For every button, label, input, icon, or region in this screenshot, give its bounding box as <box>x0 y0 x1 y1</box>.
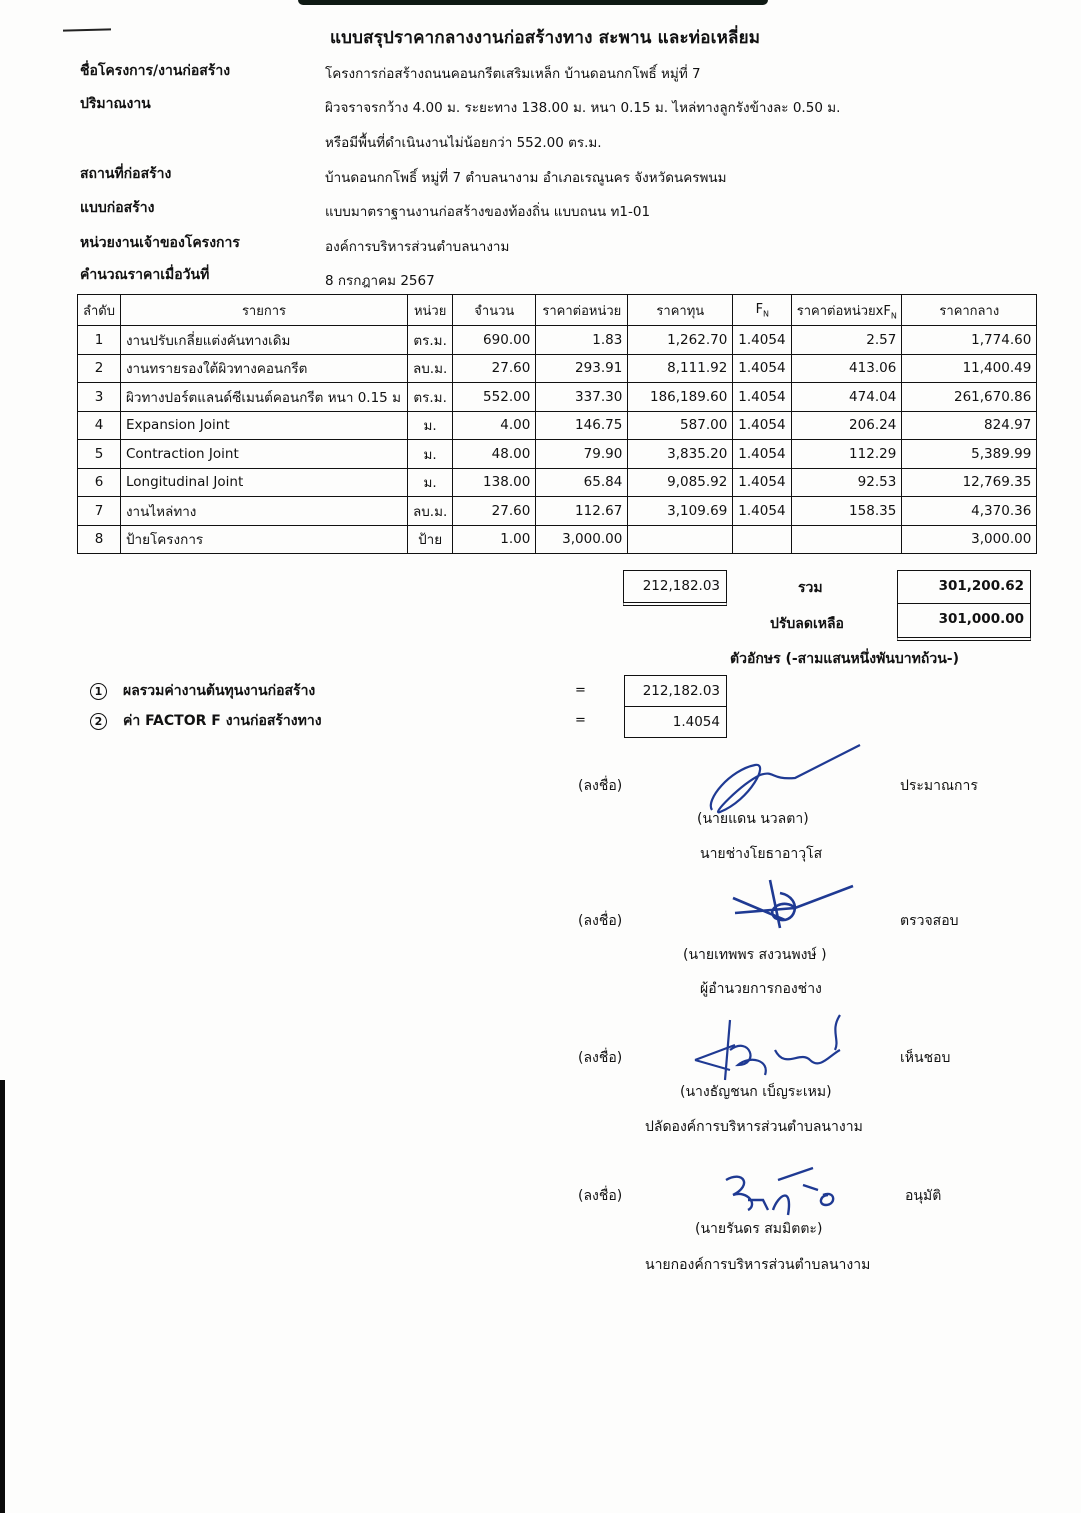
cell-item: ป้ายโครงการ <box>120 525 407 554</box>
pen-mark <box>63 28 111 31</box>
role-1: ประมาณการ <box>900 778 978 794</box>
cell-qty: 4.00 <box>453 411 536 440</box>
cell-qty: 690.00 <box>453 326 536 355</box>
cell-unit-price: 3,000.00 <box>536 525 628 554</box>
cell-fn: 1.4054 <box>733 354 792 383</box>
table-row <box>78 497 1037 526</box>
cell-unit-price: 337.30 <box>536 383 628 412</box>
cell-unit-price-fn <box>792 525 902 554</box>
cell-no: 8 <box>78 525 121 554</box>
cell-unit: ตร.ม. <box>407 326 452 355</box>
cell-cost: 3,835.20 <box>628 440 733 469</box>
cell-item: งานไหล่ทาง <box>120 497 407 526</box>
cell-mid-price: 5,389.99 <box>902 440 1037 469</box>
cell-cost: 1,262.70 <box>628 326 733 355</box>
sign-label-2: (ลงชื่อ) <box>578 913 623 929</box>
cost-total-box: 212,182.03 <box>623 570 727 606</box>
table-row <box>78 525 1037 554</box>
summary-line-1 <box>90 680 315 702</box>
cell-fn: 1.4054 <box>733 497 792 526</box>
signer-position-1: นายช่างโยธาอาวุโส <box>700 846 823 862</box>
cell-cost: 8,111.92 <box>628 354 733 383</box>
cell-mid-price: 3,000.00 <box>902 525 1037 554</box>
field-value-owner: องค์การบริหารส่วนตำบลนางาม <box>325 239 510 255</box>
sum-label: รวม <box>798 580 823 596</box>
cell-no: 6 <box>78 468 121 497</box>
cell-fn: 1.4054 <box>733 440 792 469</box>
col-header-cost: ราคาทุน <box>628 295 733 326</box>
cell-unit-price-fn: 2.57 <box>792 326 902 355</box>
col-header-unit-price-fn: ราคาต่อหน่วย$xF_N$ <box>792 295 902 326</box>
signer-name-2: (นายเทพพร สงวนพงษ์ ) <box>683 947 827 963</box>
field-value-quantity: ผิวจราจรกว้าง 4.00 ม. ระยะทาง 138.00 ม. หนา 0.15 ม. ไหล่ทางลูกรังข้างละ 0.50 ม. <box>325 100 841 116</box>
field-value-design: แบบมาตราฐานงานก่อสร้างของท้องถิ่น แบบถนน ท1-01 <box>325 204 651 220</box>
cell-fn: 1.4054 <box>733 468 792 497</box>
cell-qty: 48.00 <box>453 440 536 469</box>
cell-cost: 9,085.92 <box>628 468 733 497</box>
signer-position-4: นายกองค์การบริหารส่วนตำบลนางาม <box>645 1257 871 1273</box>
scan-top-edge <box>298 0 768 5</box>
field-label-location: สถานที่ก่อสร้าง <box>80 166 172 182</box>
summary-label-2: ค่า FACTOR F งานก่อสร้างทาง <box>123 713 322 729</box>
cell-unit: ม. <box>407 468 452 497</box>
cell-qty: 552.00 <box>453 383 536 412</box>
cell-mid-price: 824.97 <box>902 411 1037 440</box>
cell-unit-price: 79.90 <box>536 440 628 469</box>
col-header-item: รายการ <box>120 295 407 326</box>
field-value-quantity-area: หรือมีพื้นที่ดำเนินงานไม่น้อยกว่า 552.00 ตร.ม. <box>325 135 602 151</box>
cell-cost: 3,109.69 <box>628 497 733 526</box>
sum-value-box: 301,200.62 <box>897 570 1031 604</box>
cell-no: 4 <box>78 411 121 440</box>
cell-unit: ม. <box>407 440 452 469</box>
table-row <box>78 440 1037 469</box>
sign-label-3: (ลงชื่อ) <box>578 1050 623 1066</box>
summary-eq-2: = <box>575 713 586 728</box>
col-header-unit: หน่วย <box>407 295 452 326</box>
cell-unit: ลบ.ม. <box>407 354 452 383</box>
cell-unit-price: 112.67 <box>536 497 628 526</box>
cell-unit: ป้าย <box>407 525 452 554</box>
cell-mid-price: 4,370.36 <box>902 497 1037 526</box>
role-2: ตรวจสอบ <box>900 913 959 929</box>
signer-position-3: ปลัดองค์การบริหารส่วนตำบลนางาม <box>645 1119 863 1135</box>
table-row <box>78 468 1037 497</box>
table-row <box>78 411 1037 440</box>
document-title: แบบสรุปราคากลางงานก่อสร้างทาง สะพาน และท่อเหลี่ยม <box>330 28 761 48</box>
cell-mid-price: 11,400.49 <box>902 354 1037 383</box>
cell-qty: 1.00 <box>453 525 536 554</box>
signer-position-2: ผู้อำนวยการกองช่าง <box>700 981 822 997</box>
cell-qty: 27.60 <box>453 497 536 526</box>
field-label-quantity: ปริมาณงาน <box>80 96 151 112</box>
col-header-unit-price: ราคาต่อหน่วย <box>536 295 628 326</box>
cell-unit: ตร.ม. <box>407 383 452 412</box>
field-value-calc-date: 8 กรกฎาคม 2567 <box>325 273 435 289</box>
signature-4 <box>718 1160 848 1220</box>
cell-mid-price: 1,774.60 <box>902 326 1037 355</box>
col-header-fn: $F_N$ <box>733 295 792 326</box>
amount-in-words: ตัวอักษร (-สามแสนหนึ่งพันบาทถ้วน-) <box>730 651 959 667</box>
table-row <box>78 354 1037 383</box>
cell-fn: 1.4054 <box>733 383 792 412</box>
summary-value-1: 212,182.03 <box>624 675 727 707</box>
cell-mid-price: 261,670.86 <box>902 383 1037 412</box>
cell-item: ผิวทางปอร์ตแลนด์ซีเมนต์คอนกรีต หนา 0.15 ม <box>120 383 407 412</box>
summary-value-2: 1.4054 <box>624 706 727 738</box>
circled-number-2: 2 <box>90 713 107 730</box>
cell-unit-price-fn: 112.29 <box>792 440 902 469</box>
cell-unit-price-fn: 206.24 <box>792 411 902 440</box>
rounded-label: ปรับลดเหลือ <box>770 616 844 632</box>
cell-qty: 138.00 <box>453 468 536 497</box>
cell-unit-price: 1.83 <box>536 326 628 355</box>
cell-unit-price-fn: 158.35 <box>792 497 902 526</box>
cell-item: Expansion Joint <box>120 411 407 440</box>
cell-item: งานปรับเกลี่ยแต่งคันทางเดิม <box>120 326 407 355</box>
cell-unit-price: 293.91 <box>536 354 628 383</box>
summary-line-2 <box>90 710 322 732</box>
field-value-location: บ้านดอนกกโพธิ์ หมู่ที่ 7 ตำบลนางาม อำเภอเรณูนคร จังหวัดนครพนม <box>325 170 727 186</box>
cell-mid-price: 12,769.35 <box>902 468 1037 497</box>
cell-unit: ม. <box>407 411 452 440</box>
cell-cost: 186,189.60 <box>628 383 733 412</box>
signature-2 <box>725 878 860 938</box>
cell-fn: 1.4054 <box>733 326 792 355</box>
cell-unit-price-fn: 474.04 <box>792 383 902 412</box>
cell-unit-price: 146.75 <box>536 411 628 440</box>
circled-number-1: 1 <box>90 683 107 700</box>
cell-item: งานทรายรองใต้ผิวทางคอนกรีต <box>120 354 407 383</box>
signer-name-1: (นายแดน นวลตา) <box>697 811 809 827</box>
col-header-no: ลำดับ <box>78 295 121 326</box>
signer-name-4: (นายรันดร สมมิตตะ) <box>695 1221 823 1237</box>
role-4: อนุมัติ <box>905 1188 942 1204</box>
field-label-calc-date: คำนวณราคาเมื่อวันที่ <box>80 267 210 283</box>
cell-item: Longitudinal Joint <box>120 468 407 497</box>
cell-no: 1 <box>78 326 121 355</box>
field-label-project: ชื่อโครงการ/งานก่อสร้าง <box>80 63 231 79</box>
cell-unit-price-fn: 92.53 <box>792 468 902 497</box>
cell-no: 3 <box>78 383 121 412</box>
cell-qty: 27.60 <box>453 354 536 383</box>
field-label-owner: หน่วยงานเจ้าของโครงการ <box>80 235 240 251</box>
cell-unit-price: 65.84 <box>536 468 628 497</box>
role-3: เห็นชอบ <box>900 1050 951 1066</box>
table-row <box>78 326 1037 355</box>
cell-fn: 1.4054 <box>733 411 792 440</box>
cell-cost: 587.00 <box>628 411 733 440</box>
field-label-design: แบบก่อสร้าง <box>80 200 155 216</box>
summary-label-1: ผลรวมค่างานต้นทุนงานก่อสร้าง <box>123 683 316 699</box>
cell-unit: ลบ.ม. <box>407 497 452 526</box>
cell-item: Contraction Joint <box>120 440 407 469</box>
scan-left-edge <box>0 1080 5 1513</box>
field-value-project: โครงการก่อสร้างถนนคอนกรีตเสริมเหล็ก บ้านดอนกกโพธิ์ หมู่ที่ 7 <box>325 66 701 82</box>
col-header-qty: จำนวน <box>453 295 536 326</box>
table-row <box>78 383 1037 412</box>
signer-name-3: (นางธัญชนก เบ็ญระเหม) <box>680 1084 832 1100</box>
cell-no: 2 <box>78 354 121 383</box>
cell-no: 5 <box>78 440 121 469</box>
table-header-row <box>78 295 1037 326</box>
summary-eq-1: = <box>575 683 586 698</box>
cell-unit-price-fn: 413.06 <box>792 354 902 383</box>
sign-label-4: (ลงชื่อ) <box>578 1188 623 1204</box>
cost-table <box>77 294 1037 554</box>
cell-fn <box>733 525 792 554</box>
rounded-value-box: 301,000.00 <box>897 604 1031 641</box>
cell-cost <box>628 525 733 554</box>
col-header-mid-price: ราคากลาง <box>902 295 1037 326</box>
cell-no: 7 <box>78 497 121 526</box>
sign-label-1: (ลงชื่อ) <box>578 778 623 794</box>
